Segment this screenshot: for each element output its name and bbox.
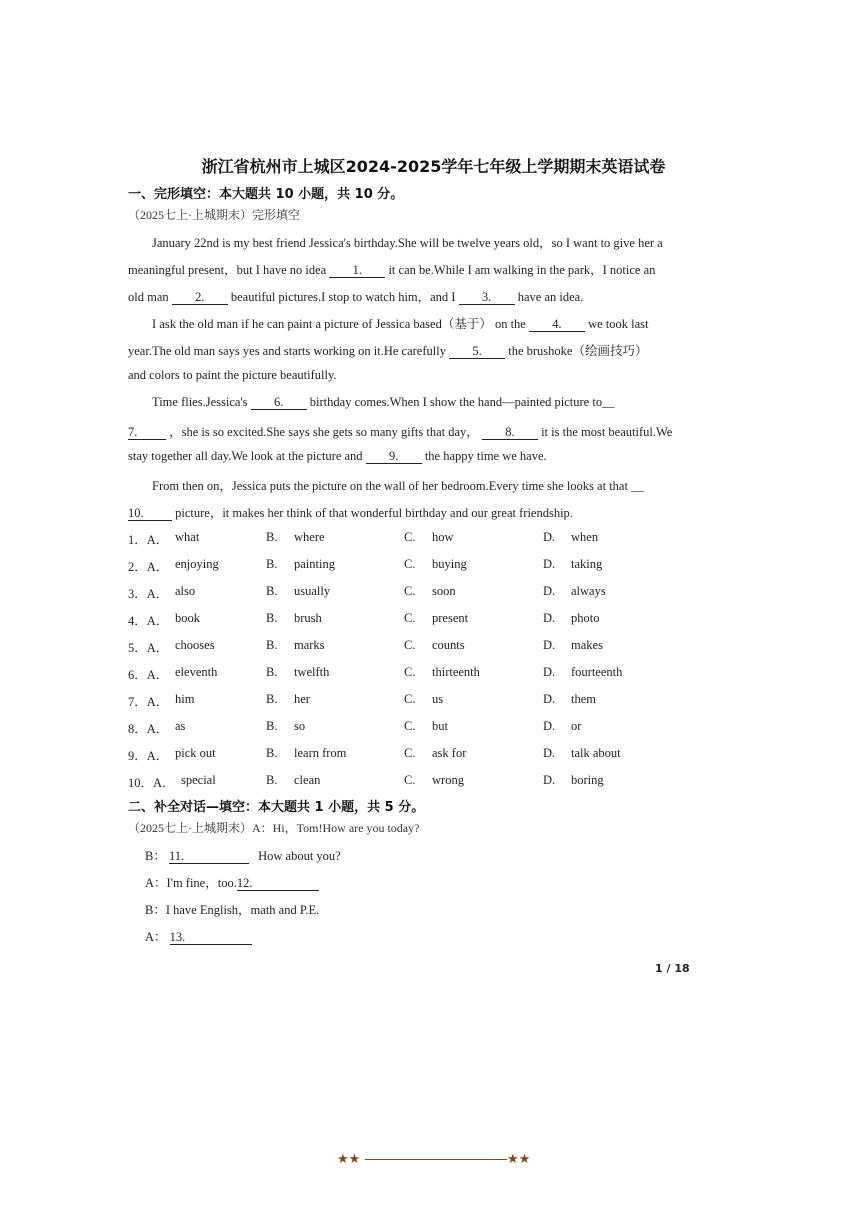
passage-text: picture，it makes her think of that wonderful birthday and our great friendship.: [175, 506, 573, 520]
passage-text: ，she is so excited.She says she gets so many gifts that day，: [169, 425, 479, 439]
blank-4: 4.: [529, 318, 585, 332]
speaker: B：I have English，math and P.E.: [145, 903, 320, 917]
passage-text: meaningful present，but I have no idea: [128, 263, 327, 277]
blank-6: 6.: [251, 396, 307, 410]
option-a: what: [175, 530, 200, 544]
option-row: [0, 719, 867, 739]
option-a: also: [175, 584, 196, 598]
option-c: counts: [432, 638, 465, 652]
option-number: 7．A．: [128, 695, 169, 709]
option-d: or: [571, 719, 582, 733]
option-a: pick out: [175, 746, 216, 760]
option-letter: B.: [266, 530, 278, 544]
passage-text: year.The old man says yes and starts working on it.He carefully: [128, 344, 446, 358]
option-b: where: [294, 530, 325, 544]
option-number: 10．A．: [128, 776, 175, 790]
option-letter: D.: [543, 611, 556, 625]
option-b: painting: [294, 557, 335, 571]
section2-heading: 二、补全对话—填空：本大题共 1 小题，共 5 分。: [128, 800, 425, 815]
speaker: B：: [145, 849, 166, 863]
passage-text: have an idea.: [517, 290, 584, 304]
option-c: soon: [432, 584, 456, 598]
option-letter: D.: [543, 692, 556, 706]
option-row: [0, 584, 867, 604]
passage-line: [128, 422, 688, 440]
passage-line: [128, 449, 688, 464]
option-letter: C.: [404, 665, 416, 679]
passage-text: I ask the old man if he can paint a picture of Jessica based（基于） on the: [152, 317, 526, 331]
option-letter: B.: [266, 746, 278, 760]
option-letter: C.: [404, 638, 416, 652]
option-letter: C.: [404, 530, 416, 544]
option-letter: D.: [543, 665, 556, 679]
option-letter: D.: [543, 584, 556, 598]
option-a: special: [181, 773, 216, 787]
option-letter: B.: [266, 692, 278, 706]
passage-line: [128, 287, 688, 305]
option-d: them: [571, 692, 596, 706]
section1-source: （2025七上·上城期末）完形填空: [128, 208, 300, 222]
dialogue-line: [145, 873, 319, 891]
blank-12: 12.: [237, 877, 319, 891]
footer-ornament: [337, 1152, 533, 1168]
option-row: [0, 773, 867, 793]
passage-text: January 22nd is my best friend Jessica's birthday.She will be twelve years old，so I want to give her a: [152, 236, 663, 250]
passage-text: stay together all day.We look at the picture and: [128, 449, 363, 463]
option-a: chooses: [175, 638, 215, 652]
option-b: learn from: [294, 746, 347, 760]
passage-text: it is the most beautiful.We: [541, 425, 673, 439]
speaker: A：: [145, 930, 167, 944]
option-letter: D.: [543, 773, 556, 787]
passage-text: the brushoke（绘画技巧）: [508, 344, 648, 358]
option-letter: C.: [404, 557, 416, 571]
option-number: 9．A．: [128, 749, 169, 763]
option-number: 6．A．: [128, 668, 169, 682]
option-letter: B.: [266, 611, 278, 625]
option-letter: D.: [543, 530, 556, 544]
option-c: us: [432, 692, 444, 706]
option-d: talk about: [571, 746, 621, 760]
blank-10: 10.: [128, 507, 172, 521]
option-b: so: [294, 719, 306, 733]
passage-text: and colors to paint the picture beautifully.: [128, 368, 337, 382]
option-d: fourteenth: [571, 665, 623, 679]
option-number: 5．A．: [128, 641, 169, 655]
option-number: 3．A．: [128, 587, 169, 601]
blank-3: 3.: [459, 291, 515, 305]
option-c: thirteenth: [432, 665, 480, 679]
option-a: eleventh: [175, 665, 218, 679]
option-letter: C.: [404, 773, 416, 787]
option-letter: B.: [266, 665, 278, 679]
page-number: 1 / 18: [655, 962, 690, 975]
option-d: always: [571, 584, 606, 598]
blank-2: 2.: [172, 291, 228, 305]
option-number: 2．A．: [128, 560, 169, 574]
option-row: [0, 557, 867, 577]
option-letter: D.: [543, 557, 556, 571]
option-row: [0, 746, 867, 766]
option-c: but: [432, 719, 448, 733]
star-icon: ★★: [507, 1151, 531, 1166]
option-row: [0, 530, 867, 550]
option-c: present: [432, 611, 469, 625]
option-c: ask for: [432, 746, 467, 760]
option-d: makes: [571, 638, 603, 652]
passage-text: Time flies.Jessica's: [152, 395, 248, 409]
option-number: 1．A．: [128, 533, 169, 547]
passage-text: it can be.While I am walking in the park，I notice an: [388, 263, 656, 277]
speaker: A：I'm fine，too.: [145, 876, 237, 890]
blank-9: 9.: [366, 450, 422, 464]
option-b: clean: [294, 773, 321, 787]
passage-text: From then on，Jessica puts the picture on the wall of her bedroom.Every time she looks at that: [152, 479, 628, 493]
option-letter: C.: [404, 584, 416, 598]
star-icon: ★★: [337, 1151, 361, 1166]
option-letter: D.: [543, 638, 556, 652]
passage-text: __: [631, 479, 644, 493]
option-row: [0, 638, 867, 658]
option-b: marks: [294, 638, 325, 652]
option-b: her: [294, 692, 310, 706]
option-letter: C.: [404, 692, 416, 706]
exam-title: 浙江省杭州市上城区2024-2025学年七年级上学期期末英语试卷: [201, 157, 666, 176]
blank-8: 8.: [482, 426, 538, 440]
passage-text: we took last: [588, 317, 649, 331]
option-b: twelfth: [294, 665, 330, 679]
option-letter: B.: [266, 584, 278, 598]
option-number: 8．A．: [128, 722, 169, 736]
blank-5: 5.: [449, 345, 505, 359]
dialogue-text: How about you?: [258, 849, 341, 863]
passage-line: [152, 395, 712, 410]
option-row: [0, 692, 867, 712]
option-c: how: [432, 530, 454, 544]
option-a: enjoying: [175, 557, 219, 571]
passage-line: [152, 476, 712, 494]
dialogue-line: [145, 900, 319, 918]
option-a: him: [175, 692, 195, 706]
option-d: taking: [571, 557, 603, 571]
option-letter: B.: [266, 557, 278, 571]
passage-line: [128, 341, 688, 359]
blank-7: 7.: [128, 426, 166, 440]
passage-text: __: [602, 395, 615, 409]
section2-source: （2025七上·上城期末）A：Hi，Tom!How are you today?: [128, 821, 420, 835]
option-row: [0, 665, 867, 685]
passage-text: the happy time we have.: [424, 449, 547, 463]
option-d: when: [571, 530, 599, 544]
option-letter: D.: [543, 719, 556, 733]
section1-heading: 一、完形填空：本大题共 10 小题，共 10 分。: [128, 187, 404, 202]
passage-text: birthday comes.When I show the hand—painted picture to: [309, 395, 603, 409]
passage-line: [128, 368, 688, 383]
option-letter: B.: [266, 638, 278, 652]
blank-13: 13.: [170, 931, 252, 945]
option-row: [0, 611, 867, 631]
passage-line: [152, 314, 712, 332]
option-letter: B.: [266, 719, 278, 733]
option-letter: C.: [404, 746, 416, 760]
blank-1: 1.: [329, 264, 385, 278]
option-c: wrong: [432, 773, 464, 787]
option-b: usually: [294, 584, 331, 598]
option-letter: C.: [404, 719, 416, 733]
passage-line: [152, 233, 712, 251]
passage-line: [128, 503, 688, 521]
option-a: book: [175, 611, 200, 625]
option-letter: D.: [543, 746, 556, 760]
passage-text: beautiful pictures.I stop to watch him，and I: [230, 290, 456, 304]
dialogue-line: [145, 846, 341, 864]
option-letter: B.: [266, 773, 278, 787]
option-c: buying: [432, 557, 467, 571]
dialogue-line: [145, 927, 252, 945]
option-d: boring: [571, 773, 604, 787]
option-b: brush: [294, 611, 322, 625]
blank-11: 11.: [169, 850, 249, 864]
option-a: as: [175, 719, 186, 733]
footer-divider: [365, 1159, 507, 1160]
option-d: photo: [571, 611, 600, 625]
passage-text: old man: [128, 290, 169, 304]
option-number: 4．A．: [128, 614, 169, 628]
option-letter: C.: [404, 611, 416, 625]
passage-line: [128, 260, 688, 278]
